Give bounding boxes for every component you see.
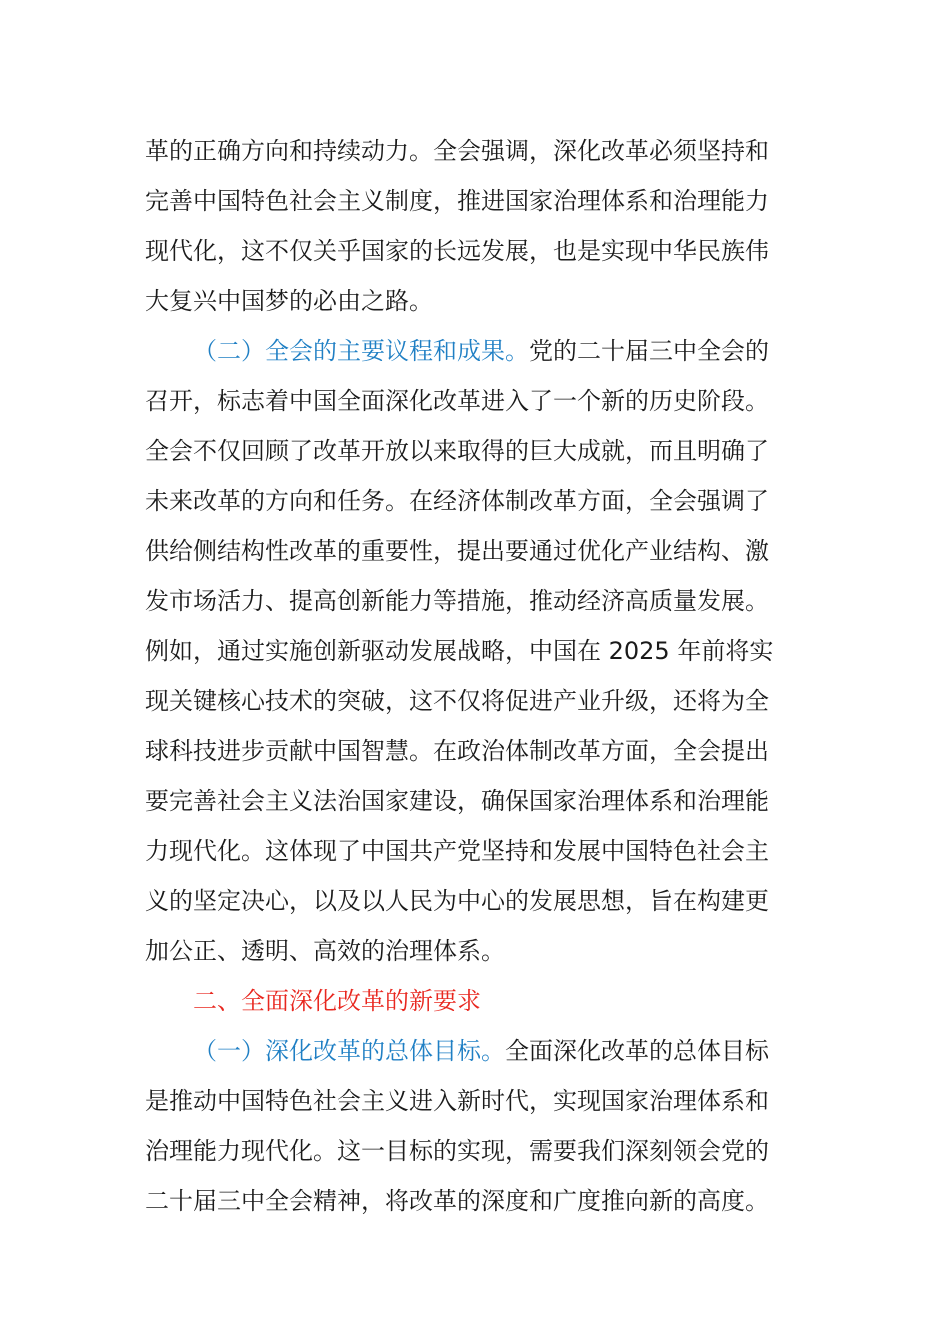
paragraph-line xyxy=(145,126,795,176)
line-text: 治理能力现代化。这一目标的实现，需要我们深刻领会党的 xyxy=(145,1137,769,1165)
paragraph-line xyxy=(145,426,795,476)
line-text: 革的正确方向和持续动力。全会强调，深化改革必须坚持和 xyxy=(145,137,769,165)
paragraph-line xyxy=(145,876,795,926)
line-text: 现代化，这不仅关乎国家的长远发展，也是实现中华民族伟 xyxy=(145,237,769,265)
paragraph-line xyxy=(145,726,795,776)
line-text: 党的二十届三中全会的 xyxy=(529,337,769,365)
line-text: 力现代化。这体现了中国共产党坚持和发展中国特色社会主 xyxy=(145,837,769,865)
line-text: 二十届三中全会精神，将改革的深度和广度推向新的高度。 xyxy=(145,1187,769,1215)
line-text: 义的坚定决心，以及以人民为中心的发展思想，旨在构建更 xyxy=(145,887,769,915)
line-text: 未来改革的方向和任务。在经济体制改革方面，全会强调了 xyxy=(145,487,769,515)
line-text: 供给侧结构性改革的重要性，提出要通过优化产业结构、激 xyxy=(145,537,769,565)
paragraph-line xyxy=(145,626,795,676)
paragraph-line xyxy=(145,226,795,276)
paragraph-line xyxy=(145,776,795,826)
paragraph-line xyxy=(145,1076,795,1126)
line-text: 现关键核心技术的突破，这不仅将促进产业升级，还将为全 xyxy=(145,687,769,715)
section-heading: 二、全面深化改革的新要求 xyxy=(193,987,481,1015)
subheading-text: （二）全会的主要议程和成果。 xyxy=(193,337,529,365)
line-text: 全会不仅回顾了改革开放以来取得的巨大成就，而且明确了 xyxy=(145,437,769,465)
line-text: 球科技进步贡献中国智慧。在政治体制改革方面，全会提出 xyxy=(145,737,769,765)
paragraph-line xyxy=(145,1176,795,1226)
paragraph-line xyxy=(145,376,795,426)
line-text: 大复兴中国梦的必由之路。 xyxy=(145,287,433,315)
subheading-text: （一）深化改革的总体目标。 xyxy=(193,1037,505,1065)
paragraph-line xyxy=(145,826,795,876)
subheading-line xyxy=(193,326,795,376)
line-text: 发市场活力、提高创新能力等措施，推动经济高质量发展。 xyxy=(145,587,769,615)
paragraph-line xyxy=(145,1126,795,1176)
paragraph-line xyxy=(145,476,795,526)
line-text: 召开，标志着中国全面深化改革进入了一个新的历史阶段。 xyxy=(145,387,769,415)
line-text: 加公正、透明、高效的治理体系。 xyxy=(145,937,505,965)
paragraph-line xyxy=(145,926,795,976)
paragraph-line xyxy=(145,526,795,576)
paragraph-line xyxy=(145,676,795,726)
subheading-line xyxy=(193,1026,795,1076)
paragraph-line xyxy=(145,276,795,326)
paragraph-line xyxy=(145,176,795,226)
section-heading-line xyxy=(193,976,795,1026)
paragraph-line xyxy=(145,576,795,626)
line-text: 全面深化改革的总体目标 xyxy=(505,1037,769,1065)
line-text: 要完善社会主义法治国家建设，确保国家治理体系和治理能 xyxy=(145,787,769,815)
line-text: 是推动中国特色社会主义进入新时代，实现国家治理体系和 xyxy=(145,1087,769,1115)
line-text: 例如，通过实施创新驱动发展战略，中国在 2025 年前将实 xyxy=(145,637,774,665)
line-text: 完善中国特色社会主义制度，推进国家治理体系和治理能力 xyxy=(145,187,769,215)
